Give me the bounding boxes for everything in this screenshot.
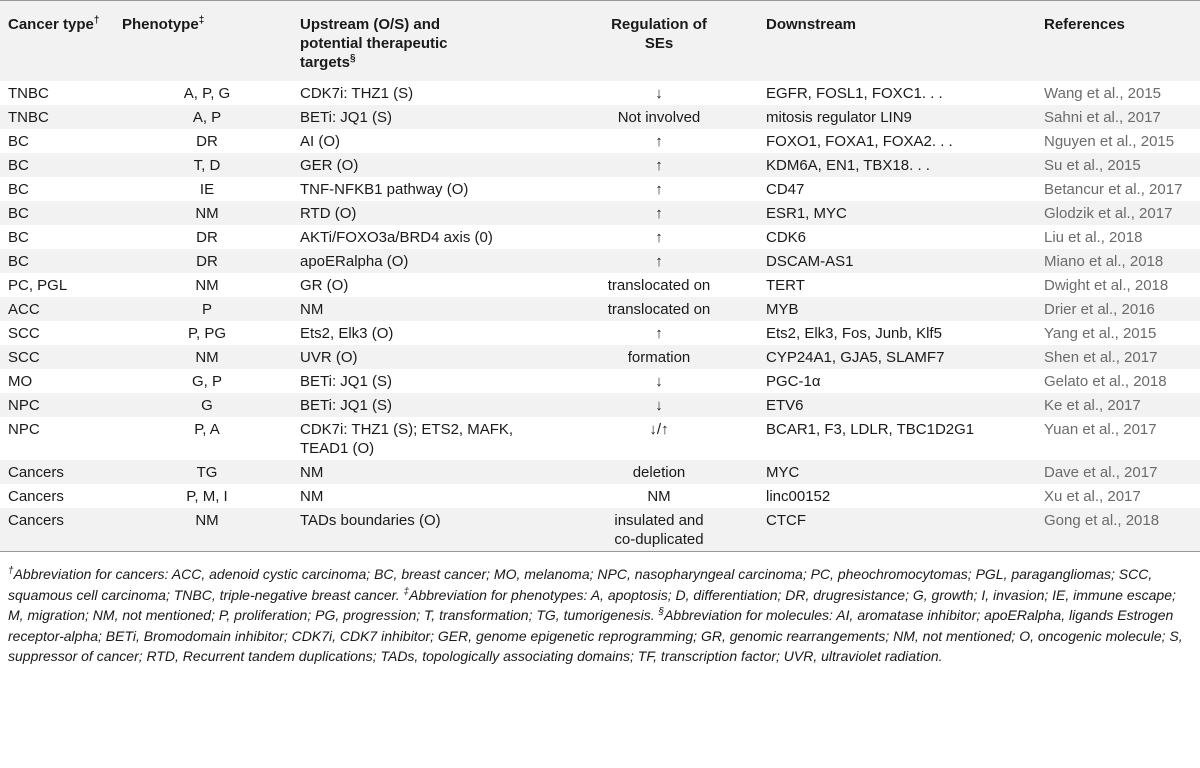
cell-phenotype xyxy=(122,393,292,417)
cell-regulation-text: translocated on xyxy=(607,301,711,318)
cell-reference-text: Drier et al., 2016 xyxy=(1044,301,1155,318)
table-row xyxy=(0,177,1200,201)
cell-reference xyxy=(1036,460,1200,484)
cell-cancer-type-text: Cancers xyxy=(8,488,64,505)
cell-reference xyxy=(1036,153,1200,177)
cell-regulation xyxy=(560,153,758,177)
cell-reference-text: Nguyen et al., 2015 xyxy=(1044,133,1175,150)
cell-reference-text: Ke et al., 2017 xyxy=(1044,397,1141,414)
cell-reference-text: Wang et al., 2015 xyxy=(1044,85,1162,102)
cell-regulation-text: translocated on xyxy=(607,277,711,294)
header-cancer-type: Cancer type† xyxy=(8,15,100,33)
cell-phenotype-text: DR xyxy=(196,229,218,246)
cell-reference xyxy=(1036,369,1200,393)
table-row xyxy=(0,484,1200,508)
cell-downstream xyxy=(758,273,1036,297)
table-row xyxy=(0,508,1200,551)
cell-regulation-text: ↑ xyxy=(655,133,663,150)
cell-cancer-type xyxy=(0,345,122,369)
cell-upstream xyxy=(292,201,560,225)
cell-downstream-text: TERT xyxy=(766,277,805,294)
table-row xyxy=(0,129,1200,153)
footnote-mark-molecules: § xyxy=(658,606,665,618)
cell-phenotype-text: TG xyxy=(196,464,218,481)
cell-phenotype xyxy=(122,225,292,249)
cell-upstream xyxy=(292,460,560,484)
cell-phenotype-text: IE xyxy=(199,181,215,198)
cell-cancer-type xyxy=(0,225,122,249)
cell-reference-text: Su et al., 2015 xyxy=(1044,157,1141,174)
cell-regulation xyxy=(560,460,758,484)
cell-cancer-type-text: BC xyxy=(8,133,29,150)
table-row xyxy=(0,297,1200,321)
cell-reference-text: Shen et al., 2017 xyxy=(1044,349,1158,366)
cell-reference xyxy=(1036,417,1200,460)
cell-reference xyxy=(1036,273,1200,297)
footnote-molecules: Abbreviation for molecules: AI, aromatase inhibitor; apoERalpha, ligands Estrogen receptor-alpha; BETi, Bromodomain inhibitor; CDK7i, CDK7 inhibitor; GER, genome epigenetic reprogramming; GR, genomic rearrangements; NM, not mentioned; O, oncogenic molecule; S, suppressor of cancer; RTD, Recurrent tandem duplications; TADs, topologically associating domains; TF, transcription factor; UVR, ultraviolet radiation. xyxy=(8,607,1183,664)
cell-upstream-text: GER (O) xyxy=(300,157,359,174)
cell-cancer-type xyxy=(0,153,122,177)
cell-cancer-type xyxy=(0,369,122,393)
cell-regulation-text: ↓ xyxy=(655,85,663,102)
cell-upstream-text: BETi: JQ1 (S) xyxy=(300,109,392,126)
cell-phenotype-text: G, P xyxy=(191,373,222,390)
cell-downstream xyxy=(758,393,1036,417)
table-row xyxy=(0,81,1200,105)
cell-reference-text: Dwight et al., 2018 xyxy=(1044,277,1169,294)
cell-regulation xyxy=(560,345,758,369)
cell-upstream xyxy=(292,273,560,297)
cell-regulation-text: ↓/↑ xyxy=(649,421,669,438)
cell-downstream xyxy=(758,153,1036,177)
cell-regulation-text: ↓ xyxy=(655,397,663,414)
cell-upstream-text: TNF-NFKB1 pathway (O) xyxy=(300,181,469,198)
cell-regulation-text: NM xyxy=(647,488,671,505)
cell-phenotype xyxy=(122,369,292,393)
cell-phenotype xyxy=(122,249,292,273)
cell-upstream-text: Ets2, Elk3 (O) xyxy=(300,325,394,342)
cell-upstream xyxy=(292,369,560,393)
cell-reference xyxy=(1036,393,1200,417)
cell-regulation-text: ↑ xyxy=(655,181,663,198)
cell-upstream xyxy=(292,105,560,129)
cell-reference xyxy=(1036,129,1200,153)
cell-regulation-text: Not involved xyxy=(617,109,701,126)
cell-phenotype-text: NM xyxy=(195,512,219,529)
table-row xyxy=(0,417,1200,460)
cell-upstream-text: apoERalpha (O) xyxy=(300,253,409,270)
cell-reference-text: Glodzik et al., 2017 xyxy=(1044,205,1173,222)
cell-phenotype-text: P, M, I xyxy=(186,488,228,505)
cell-upstream-text: AKTi/FOXO3a/BRD4 axis (0) xyxy=(300,229,493,246)
cell-cancer-type xyxy=(0,273,122,297)
cell-upstream xyxy=(292,249,560,273)
cell-regulation-text: ↑ xyxy=(655,205,663,222)
cell-downstream-text: EGFR, FOSL1, FOXC1. . . xyxy=(766,85,943,102)
table-row xyxy=(0,201,1200,225)
cell-upstream-text: BETi: JQ1 (S) xyxy=(300,373,392,390)
cell-upstream xyxy=(292,129,560,153)
cell-phenotype-text: P, PG xyxy=(187,325,227,342)
cell-phenotype xyxy=(122,129,292,153)
cell-upstream xyxy=(292,345,560,369)
table-header xyxy=(0,1,1200,82)
cell-cancer-type xyxy=(0,129,122,153)
cell-phenotype xyxy=(122,177,292,201)
cell-upstream-text: NM xyxy=(300,464,324,481)
cell-cancer-type xyxy=(0,249,122,273)
cell-downstream-text: CDK6 xyxy=(766,229,807,246)
table-row xyxy=(0,225,1200,249)
cell-regulation-text: ↑ xyxy=(655,253,663,270)
cell-phenotype-text: P, A xyxy=(194,421,220,438)
cell-regulation xyxy=(560,201,758,225)
cell-downstream xyxy=(758,369,1036,393)
cell-regulation xyxy=(560,484,758,508)
cell-downstream-text: FOXO1, FOXA1, FOXA2. . . xyxy=(766,133,953,150)
cell-cancer-type xyxy=(0,297,122,321)
table-row xyxy=(0,273,1200,297)
cell-upstream xyxy=(292,177,560,201)
cell-reference xyxy=(1036,508,1200,551)
table-row xyxy=(0,153,1200,177)
cell-reference-text: Liu et al., 2018 xyxy=(1044,229,1143,246)
cell-reference xyxy=(1036,321,1200,345)
cell-upstream-text: GR (O) xyxy=(300,277,349,294)
cell-cancer-type-text: NPC xyxy=(8,397,40,414)
cell-reference-text: Yuan et al., 2017 xyxy=(1044,421,1157,438)
cell-downstream xyxy=(758,81,1036,105)
cell-cancer-type xyxy=(0,81,122,105)
cell-cancer-type-text: BC xyxy=(8,253,29,270)
cell-reference xyxy=(1036,201,1200,225)
footnote-phenotypes: Abbreviation for phenotypes: A, apoptosis; D, differentiation; DR, drugresistance; G, growth; I, invasion; IE, immune escape; M, migration; NM, not mentioned; P, proliferation; PG, progression; T, transformation; TG, tumorigenesis. xyxy=(8,586,1176,623)
cell-reference-text: Miano et al., 2018 xyxy=(1044,253,1164,270)
cell-phenotype-text: A, P, G xyxy=(183,85,231,102)
cell-regulation xyxy=(560,249,758,273)
cell-downstream xyxy=(758,297,1036,321)
cell-phenotype xyxy=(122,417,292,460)
cell-phenotype-text: G xyxy=(201,397,213,414)
cell-cancer-type-text: NPC xyxy=(8,421,40,438)
cell-regulation xyxy=(560,369,758,393)
header-row xyxy=(0,1,1200,82)
cell-regulation xyxy=(560,81,758,105)
cell-phenotype xyxy=(122,321,292,345)
cell-regulation xyxy=(560,225,758,249)
cell-reference xyxy=(1036,225,1200,249)
cell-downstream-text: CYP24A1, GJA5, SLAMF7 xyxy=(766,349,945,366)
cell-cancer-type-text: TNBC xyxy=(8,109,49,126)
cell-downstream xyxy=(758,460,1036,484)
cell-reference-text: Sahni et al., 2017 xyxy=(1044,109,1161,126)
cell-regulation-text: co-duplicated xyxy=(614,531,704,548)
cell-downstream-text: Ets2, Elk3, Fos, Junb, Klf5 xyxy=(766,325,942,342)
cell-phenotype xyxy=(122,297,292,321)
cell-regulation xyxy=(560,321,758,345)
cell-downstream xyxy=(758,417,1036,460)
cell-reference xyxy=(1036,177,1200,201)
table-body xyxy=(0,81,1200,551)
cell-phenotype xyxy=(122,460,292,484)
cell-upstream-text: BETi: JQ1 (S) xyxy=(300,397,392,414)
cell-downstream-text: BCAR1, F3, LDLR, TBC1D2G1 xyxy=(766,421,975,438)
cell-phenotype xyxy=(122,105,292,129)
cell-downstream-text: CTCF xyxy=(766,512,806,529)
cell-regulation-text: deletion xyxy=(632,464,686,481)
header-phenotype: Phenotype‡ xyxy=(122,15,205,33)
cell-reference-text: Xu et al., 2017 xyxy=(1044,488,1141,505)
cell-regulation xyxy=(560,177,758,201)
cell-downstream xyxy=(758,345,1036,369)
table-row xyxy=(0,249,1200,273)
cell-regulation-text: insulated and xyxy=(614,512,704,529)
cell-downstream-text: CD47 xyxy=(766,181,805,198)
cell-regulation-text: ↓ xyxy=(655,373,663,390)
footnote-mark-phenotypes: ‡ xyxy=(403,585,410,597)
table-row xyxy=(0,345,1200,369)
cell-phenotype xyxy=(122,153,292,177)
cell-reference xyxy=(1036,105,1200,129)
table-row xyxy=(0,105,1200,129)
cell-downstream xyxy=(758,201,1036,225)
cell-regulation xyxy=(560,105,758,129)
cell-downstream xyxy=(758,249,1036,273)
header-regulation: Regulation of SEs xyxy=(611,16,707,52)
cell-upstream xyxy=(292,81,560,105)
cell-cancer-type-text: PC, PGL xyxy=(8,277,68,294)
cell-cancer-type-text: BC xyxy=(8,157,29,174)
cell-upstream-text: TEAD1 (O) xyxy=(300,440,375,457)
cell-cancer-type xyxy=(0,105,122,129)
cell-regulation-text: ↑ xyxy=(655,325,663,342)
cell-cancer-type-text: Cancers xyxy=(8,512,64,529)
cell-upstream xyxy=(292,321,560,345)
cell-phenotype-text: T, D xyxy=(193,157,221,174)
cell-cancer-type-text: SCC xyxy=(8,325,40,342)
cell-downstream-text: MYC xyxy=(766,464,800,481)
cell-reference-text: Betancur et al., 2017 xyxy=(1044,181,1183,198)
header-downstream: Downstream xyxy=(766,16,857,33)
cell-reference xyxy=(1036,297,1200,321)
cell-cancer-type xyxy=(0,393,122,417)
cell-phenotype xyxy=(122,273,292,297)
cell-cancer-type xyxy=(0,201,122,225)
cell-phenotype xyxy=(122,508,292,551)
cell-cancer-type-text: ACC xyxy=(8,301,40,318)
cell-regulation xyxy=(560,417,758,460)
cell-cancer-type-text: Cancers xyxy=(8,464,64,481)
cell-cancer-type-text: BC xyxy=(8,205,29,222)
cell-downstream-text: mitosis regulator LIN9 xyxy=(766,109,912,126)
cell-downstream xyxy=(758,129,1036,153)
cell-reference-text: Yang et al., 2015 xyxy=(1044,325,1157,342)
cell-downstream xyxy=(758,321,1036,345)
cell-phenotype xyxy=(122,345,292,369)
cell-regulation xyxy=(560,508,758,551)
header-upstream: Upstream (O/S) and potential therapeutic targets§ xyxy=(300,16,448,71)
cell-downstream-text: KDM6A, EN1, TBX18. . . xyxy=(766,157,930,174)
cell-downstream-text: PGC-1α xyxy=(766,373,821,390)
cell-downstream-text: ESR1, MYC xyxy=(766,205,847,222)
cell-regulation-text: ↑ xyxy=(655,157,663,174)
cell-cancer-type xyxy=(0,484,122,508)
cell-cancer-type xyxy=(0,508,122,551)
cell-reference-text: Gelato et al., 2018 xyxy=(1044,373,1167,390)
table-row xyxy=(0,369,1200,393)
table-row xyxy=(0,460,1200,484)
cell-cancer-type xyxy=(0,321,122,345)
table-row xyxy=(0,393,1200,417)
cell-upstream-text: UVR (O) xyxy=(300,349,358,366)
cell-upstream xyxy=(292,393,560,417)
cell-downstream xyxy=(758,177,1036,201)
cell-regulation xyxy=(560,297,758,321)
cell-cancer-type-text: SCC xyxy=(8,349,40,366)
cell-regulation xyxy=(560,129,758,153)
cell-phenotype-text: NM xyxy=(195,349,219,366)
cell-downstream xyxy=(758,225,1036,249)
cell-upstream-text: TADs boundaries (O) xyxy=(300,512,441,529)
footnotes xyxy=(0,551,1200,667)
cell-downstream-text: DSCAM-AS1 xyxy=(766,253,854,270)
cell-cancer-type-text: TNBC xyxy=(8,85,49,102)
cell-reference-text: Gong et al., 2018 xyxy=(1044,512,1160,529)
cell-cancer-type xyxy=(0,460,122,484)
cell-regulation-text: formation xyxy=(627,349,691,366)
cell-phenotype xyxy=(122,81,292,105)
cell-upstream xyxy=(292,508,560,551)
table-row xyxy=(0,321,1200,345)
cell-upstream-text: CDK7i: THZ1 (S) xyxy=(300,85,414,102)
cell-downstream-text: ETV6 xyxy=(766,397,804,414)
cell-phenotype-text: DR xyxy=(196,133,218,150)
cell-regulation-text: ↑ xyxy=(655,229,663,246)
cell-upstream-text: NM xyxy=(300,301,324,318)
cell-upstream xyxy=(292,297,560,321)
cell-downstream xyxy=(758,508,1036,551)
cell-upstream-text: NM xyxy=(300,488,324,505)
cell-cancer-type-text: BC xyxy=(8,181,29,198)
cell-phenotype-text: NM xyxy=(195,205,219,222)
cell-downstream xyxy=(758,105,1036,129)
cell-reference xyxy=(1036,484,1200,508)
cell-phenotype-text: P xyxy=(201,301,212,318)
cell-reference xyxy=(1036,249,1200,273)
cell-upstream xyxy=(292,484,560,508)
cell-upstream xyxy=(292,225,560,249)
cell-phenotype xyxy=(122,201,292,225)
cell-cancer-type xyxy=(0,417,122,460)
cell-downstream-text: MYB xyxy=(766,301,799,318)
cell-reference-text: Dave et al., 2017 xyxy=(1044,464,1158,481)
cell-reference xyxy=(1036,81,1200,105)
header-references: References xyxy=(1044,16,1125,33)
cell-upstream-text: RTD (O) xyxy=(300,205,357,222)
cell-downstream xyxy=(758,484,1036,508)
cell-phenotype-text: DR xyxy=(196,253,218,270)
cell-regulation xyxy=(560,393,758,417)
cell-downstream-text: linc00152 xyxy=(766,488,831,505)
cell-cancer-type-text: BC xyxy=(8,229,29,246)
footnote-mark-cancers: † xyxy=(8,565,14,577)
cell-phenotype xyxy=(122,484,292,508)
cell-phenotype-text: NM xyxy=(195,277,219,294)
cell-cancer-type-text: MO xyxy=(8,373,33,390)
cell-phenotype-text: A, P xyxy=(192,109,222,126)
footnote-cancers: Abbreviation for cancers: ACC, adenoid cystic carcinoma; BC, breast cancer; MO, melanoma; NPC, nasopharyngeal carcinoma; PC, pheochromocytomas; PGL, paragangliomas; SCC, squamous cell carcinoma; TNBC, triple-negative breast cancer. xyxy=(8,566,1153,603)
cell-upstream-text: AI (O) xyxy=(300,133,340,150)
cell-cancer-type xyxy=(0,177,122,201)
cell-upstream xyxy=(292,153,560,177)
cell-reference xyxy=(1036,345,1200,369)
cell-upstream xyxy=(292,417,560,460)
cell-regulation xyxy=(560,273,758,297)
cell-upstream-text: CDK7i: THZ1 (S); ETS2, MAFK, xyxy=(300,421,514,438)
